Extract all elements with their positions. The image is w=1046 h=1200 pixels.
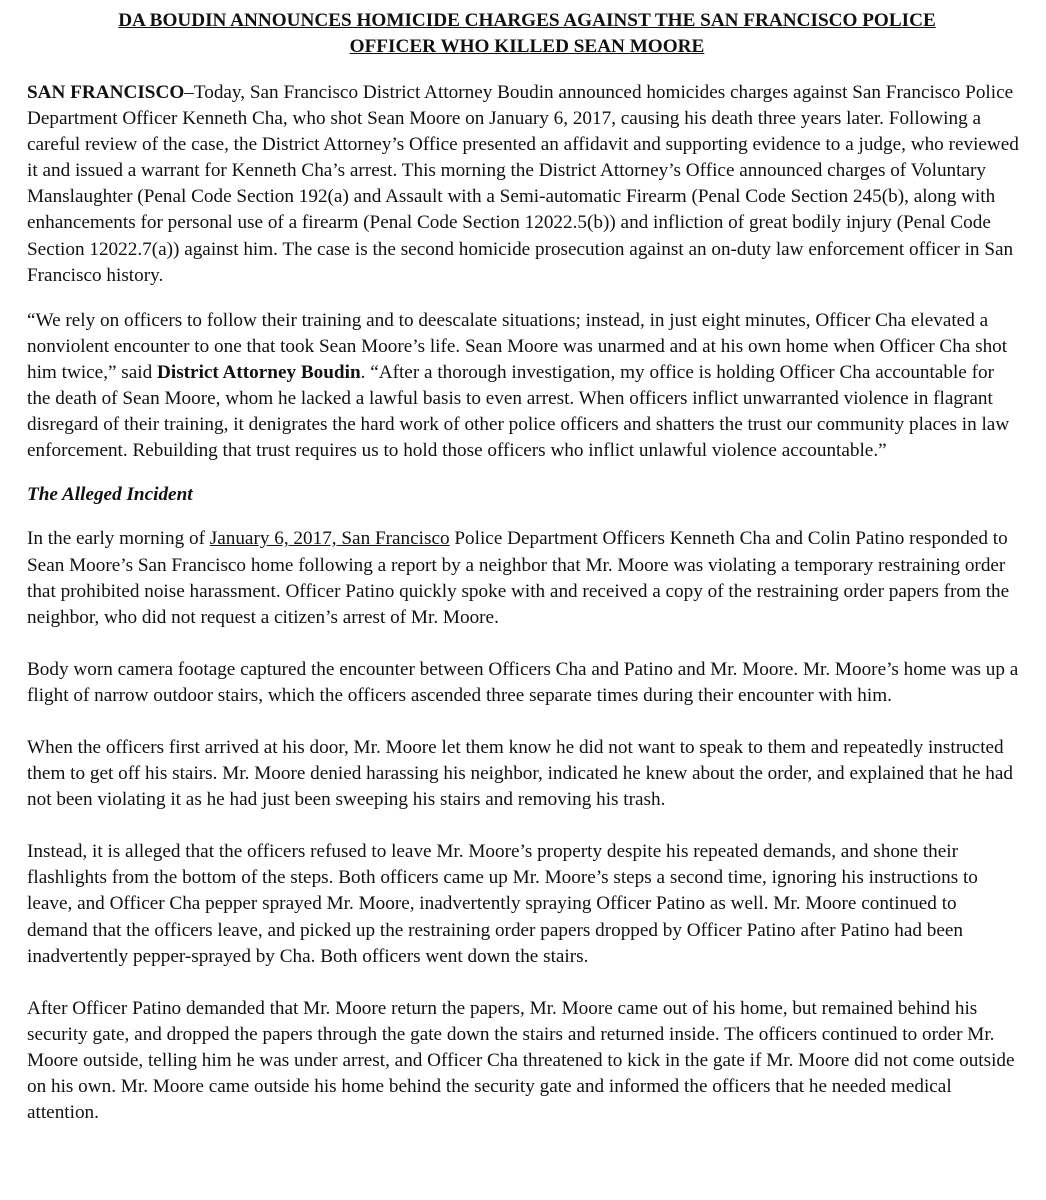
dateline: SAN FRANCISCO: [27, 82, 185, 103]
papers-returned-paragraph: After Officer Patino demanded that Mr. Moore return the papers, Mr. Moore came out of his home, but remained behind his security gate, and dropped the papers through the gate down the stairs and returned inside. The officers continued to order Mr. Moore outside, telling him he was under arrest, and Officer Cha threatened to kick in the gate if Mr. Moore did not come outside on his own. Mr. Moore came outside his home behind the security gate and informed the officers that he needed medical attention.: [27, 997, 1015, 1124]
headline: [27, 8, 1019, 60]
quote-speaker: District Attorney Boudin: [157, 361, 361, 383]
incident-rest: Police Department Officers Kenneth Cha and Colin Patino responded to Sean Moore’s San Francisco home following a report by a neighbor that Mr. Moore was violating a temporary restraining order that prohibited noise harassment. Officer Patino quickly spoke with and received a copy of the restraining order papers from the neighbor, who did not request a citizen’s arrest of Mr. Moore.: [27, 528, 1010, 628]
headline-line-1: DA BOUDIN ANNOUNCES HOMICIDE CHARGES AGAINST THE SAN FRANCISCO POLICE: [118, 10, 936, 31]
quote-part-2: . “After a thorough investigation, my office is holding Officer Cha accountable for the death of Sean Moore, whom he lacked a lawful basis to even arrest. When officers inflict unwarranted violence in flagrant disregard of their training, it denigrates the hard work of other police officers and shatters the trust our community places in law enforcement. Rebuilding that trust requires us to hold those officers who inflict unlawful violence accountable.”: [27, 361, 1010, 462]
quote-paragraph: [27, 308, 1019, 465]
incident-date-place: January 6, 2017, San Francisco: [209, 528, 450, 550]
quote-part-1: “We rely on officers to follow their training and to deescalate situations; instead, in just eight minutes, Officer Cha elevated a nonviolent encounter to one that took Sean Moore’s life. Sean Moore was unarmed and at his own home when Officer Cha shot him twice,” said: [27, 309, 1008, 383]
intro-text: –Today, San Francisco District Attorney Boudin announced homicides charges against San Francisco Police Department Officer Kenneth Cha, who shot Sean Moore on January 6, 2017, causing his death three years later. Following a careful review of the case, the District Attorney’s Office presented an affidavit and supporting evidence to a judge, who reviewed it and issued a warrant for Kenneth Cha’s arrest. This morning the District Attorney’s Office announced charges of Voluntary Manslaughter (Penal Code Section 192(a) and Assault with a Semi-automatic Firearm (Penal Code Section 245(b), along with enhancements for personal use of a firearm (Penal Code Section 12022.5(b)) and infliction of great bodily injury (Penal Code Section 12022.7(a)) against him. The case is the second homicide prosecution against an on-duty law enforcement officer in San Francisco history.: [27, 82, 1019, 286]
headline-line-2: OFFICER WHO KILLED SEAN MOORE: [349, 36, 705, 57]
first-arrival-paragraph: When the officers first arrived at his door, Mr. Moore let them know he did not want to speak to them and repeatedly instructed them to get off his stairs. Mr. Moore denied harassing his neighbor, indicated he knew about the order, and explained that he had not been violating it as he had just been sweeping his stairs and removing his trash.: [27, 736, 1014, 811]
refused-to-leave-paragraph: Instead, it is alleged that the officers refused to leave Mr. Moore’s property despite his repeated demands, and shone their flashlights from the bottom of the steps. Both officers came up Mr. Moore’s steps a second time, ignoring his instructions to leave, and Officer Cha pepper sprayed Mr. Moore, inadvertently spraying Officer Patino as well. Mr. Moore continued to demand that the officers leave, and picked up the restraining order papers dropped by Officer Patino after Patino had been inadvertently pepper-sprayed by Cha. Both officers went down the stairs.: [27, 841, 978, 967]
intro-paragraph: [27, 80, 1019, 289]
body-camera-paragraph: Body worn camera footage captured the encounter between Officers Cha and Patino and Mr. Moore. Mr. Moore’s home was up a flight of narrow outdoor stairs, which the officers ascended three separate times during their encounter with him.: [27, 658, 1019, 706]
press-release: [27, 8, 1019, 1126]
incident-lead: In the early morning of: [27, 528, 210, 550]
section-heading: The Alleged Incident: [27, 484, 193, 506]
incident-paragraph: [27, 526, 1019, 630]
